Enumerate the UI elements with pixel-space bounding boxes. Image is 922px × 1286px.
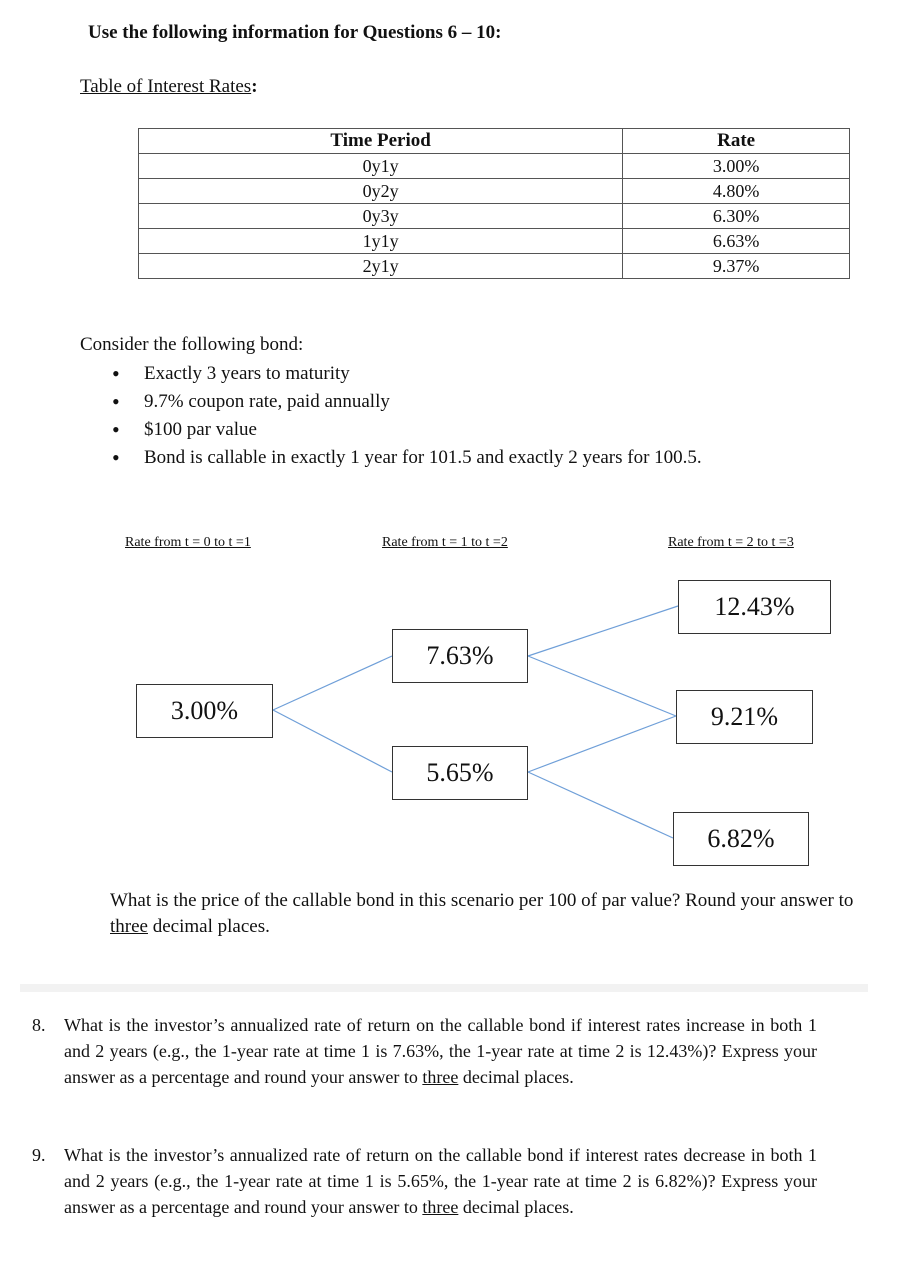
time-period-cell: 0y3y <box>139 204 623 229</box>
tree-edge <box>273 710 392 772</box>
page-divider <box>20 984 868 992</box>
rate-cell: 9.37% <box>623 254 850 279</box>
section-heading: Use the following information for Questions 6 – 10: <box>88 22 502 43</box>
rate-cell: 4.80% <box>623 179 850 204</box>
tree-node-down-down: 6.82% <box>673 812 809 866</box>
tree-label-t2: Rate from t = 2 to t =3 <box>668 535 794 550</box>
q8-text: What is the investor’s annualized rate of return on the callable bond if interest rates increase in both 1 and 2 years (e.g., the 1-year rate at time 1 is 7.63%, the 1-year rate at time 2 is 12.43%)? Express your answer as a percentage and round your answer to <box>64 1015 817 1087</box>
rate-cell: 6.63% <box>623 229 850 254</box>
tree-edge <box>528 656 676 716</box>
tree-edge <box>528 716 676 772</box>
rate-cell: 6.30% <box>623 204 850 229</box>
tree-edge <box>528 772 673 838</box>
column-header-rate: Rate <box>623 129 850 154</box>
tree-node-down: 5.65% <box>392 746 528 800</box>
column-header-time-period: Time Period <box>139 129 623 154</box>
list-item: • 9.7% coupon rate, paid annually <box>108 388 702 416</box>
time-period-cell: 1y1y <box>139 229 623 254</box>
q9-text-end: decimal places. <box>458 1197 574 1217</box>
tree-label-t0: Rate from t = 0 to t =1 <box>125 535 251 550</box>
rate-cell: 3.00% <box>623 154 850 179</box>
list-item: • Bond is callable in exactly 1 year for 101.5 and exactly 2 years for 100.5. <box>108 444 702 472</box>
question-9 <box>32 1142 817 1220</box>
question-7-text <box>110 888 870 940</box>
q8-emphasis: three <box>422 1067 459 1087</box>
table-title-text: Table of Interest Rates <box>80 76 252 97</box>
q7-emphasis: three <box>110 916 148 937</box>
question-text <box>64 1142 817 1220</box>
q9-text: What is the investor’s annualized rate of return on the callable bond if interest rates decrease in both 1 and 2 years (e.g., the 1-year rate at time 1 is 5.65%, the 1-year rate at time 2 is 6.82%)? Express your answer as a percentage and round your answer to <box>64 1145 817 1217</box>
list-item: • Exactly 3 years to maturity <box>108 360 702 388</box>
tree-node-up: 7.63% <box>392 629 528 683</box>
q9-emphasis: three <box>422 1197 459 1217</box>
tree-edge <box>528 606 678 656</box>
time-period-cell: 0y1y <box>139 154 623 179</box>
question-number: 9. <box>32 1145 46 1165</box>
q7-text: What is the price of the callable bond in this scenario per 100 of par value? Round your answer to <box>110 890 854 911</box>
tree-node-up-up: 12.43% <box>678 580 831 634</box>
tree-edge <box>273 656 392 710</box>
q8-text-end: decimal places. <box>458 1067 574 1087</box>
tree-node-up-down: 9.21% <box>676 690 813 744</box>
question-number: 8. <box>32 1015 46 1035</box>
question-8 <box>32 1012 817 1090</box>
q7-text-end: decimal places. <box>147 916 270 937</box>
list-item: • $100 par value <box>108 416 702 444</box>
time-period-cell: 0y2y <box>139 179 623 204</box>
tree-label-t1: Rate from t = 1 to t =2 <box>382 535 508 550</box>
tree-node-root: 3.00% <box>136 684 273 738</box>
bond-intro: Consider the following bond: <box>80 334 304 355</box>
time-period-cell: 2y1y <box>139 254 623 279</box>
question-text <box>64 1012 817 1090</box>
table-title-colon: : <box>251 76 258 97</box>
